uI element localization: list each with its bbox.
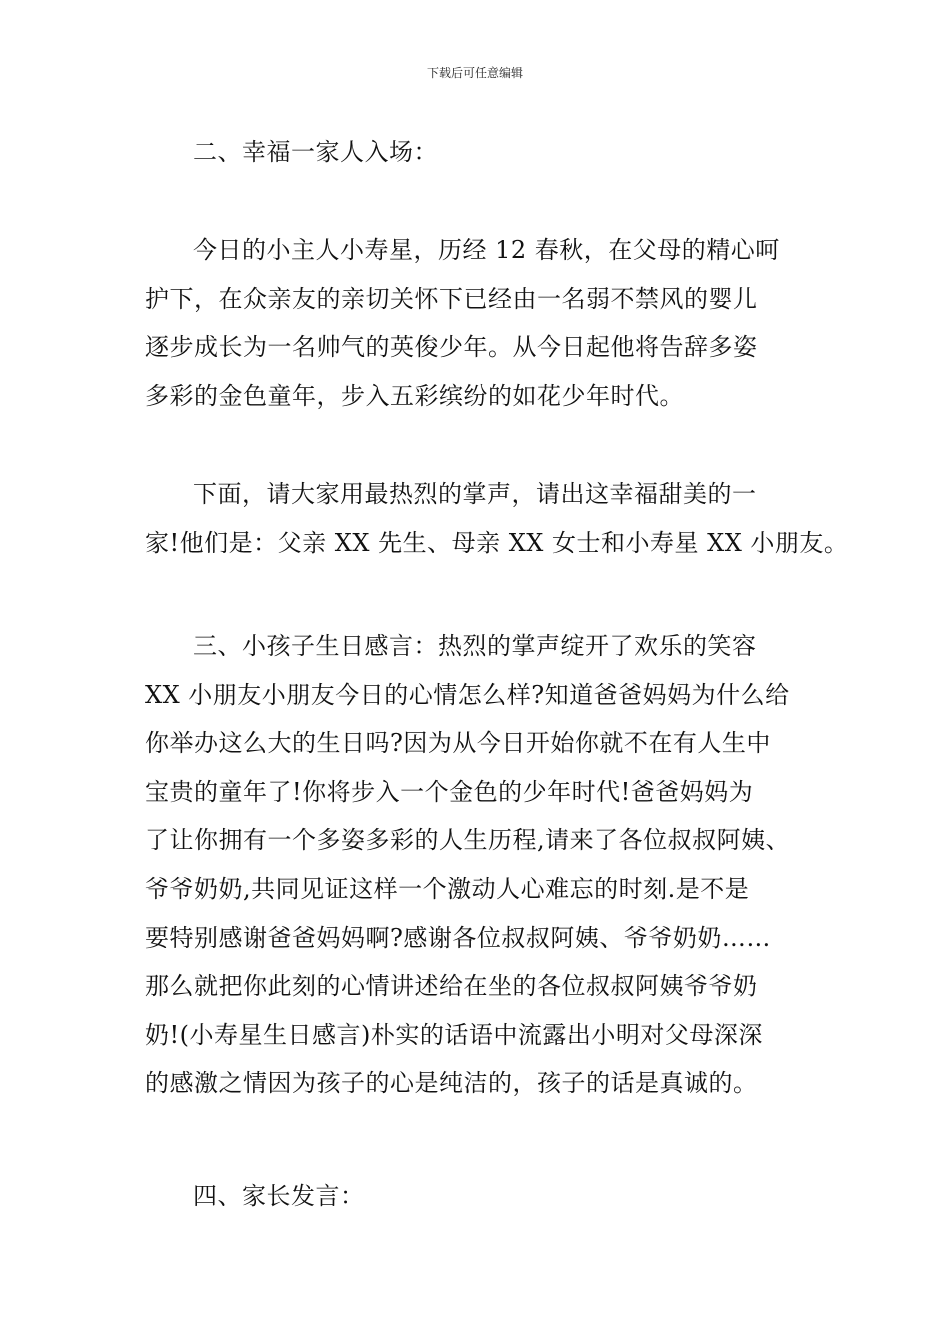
section-heading-parent-speech xyxy=(145,1172,825,1221)
text-line: 今日的小主人小寿星，历经 12 春秋，在父母的精心呵 xyxy=(193,236,780,264)
text-line: 家!他们是：父亲 XX 先生、母亲 XX 女士和小寿星 XX 小朋友。 xyxy=(145,528,849,557)
text-line: 奶!(小寿星生日感言)朴实的话语中流露出小明对父母深深 xyxy=(145,1020,763,1049)
text-line: 了让你拥有一个多姿多彩的人生历程,请来了各位叔叔阿姨、 xyxy=(145,826,791,855)
section-heading-entrance xyxy=(145,128,825,177)
text-line: 三、小孩子生日感言：热烈的掌声绽开了欢乐的笑容 xyxy=(193,632,757,660)
text-line: 你举办这么大的生日吗?因为从今日开始你就不在有人生中 xyxy=(145,729,771,758)
text-line: 逐步成长为一名帅气的英俊少年。从今日起他将告辞多姿 xyxy=(145,333,758,362)
text-line: XX 小朋友小朋友今日的心情怎么样?知道爸爸妈妈为什么给 xyxy=(145,680,790,709)
text-line: 下面，请大家用最热烈的掌声，请出这幸福甜美的一 xyxy=(193,480,757,508)
text-line: 爷爷奶奶,共同见证这样一个激动人心难忘的时刻.是不是 xyxy=(145,874,750,903)
paragraph-invitation xyxy=(145,470,849,567)
text-line: 二、幸福一家人入场： xyxy=(193,138,438,166)
text-line: 那么就把你此刻的心情讲述给在坐的各位叔叔阿姨爷爷奶 xyxy=(145,972,758,1001)
text-line: 多彩的金色童年，步入五彩缤纷的如花少年时代。 xyxy=(145,381,684,410)
text-line: 护下，在众亲友的亲切关怀下已经由一名弱不禁风的婴儿 xyxy=(145,284,758,313)
paragraph-introduction xyxy=(145,226,825,420)
text-line: 宝贵的童年了!你将步入一个金色的少年时代!爸爸妈妈为 xyxy=(145,777,754,806)
text-line: 四、家长发言： xyxy=(193,1182,365,1210)
text-line: 的感激之情因为孩子的心是纯洁的，孩子的话是真诚的。 xyxy=(145,1069,758,1098)
text-line: 要特别感谢爸爸妈妈啊?感谢各位叔叔阿姨、爷爷奶奶…… xyxy=(145,923,771,952)
page-header: 下载后可任意编辑 xyxy=(426,66,523,80)
paragraph-birthday-speech xyxy=(145,622,825,1108)
